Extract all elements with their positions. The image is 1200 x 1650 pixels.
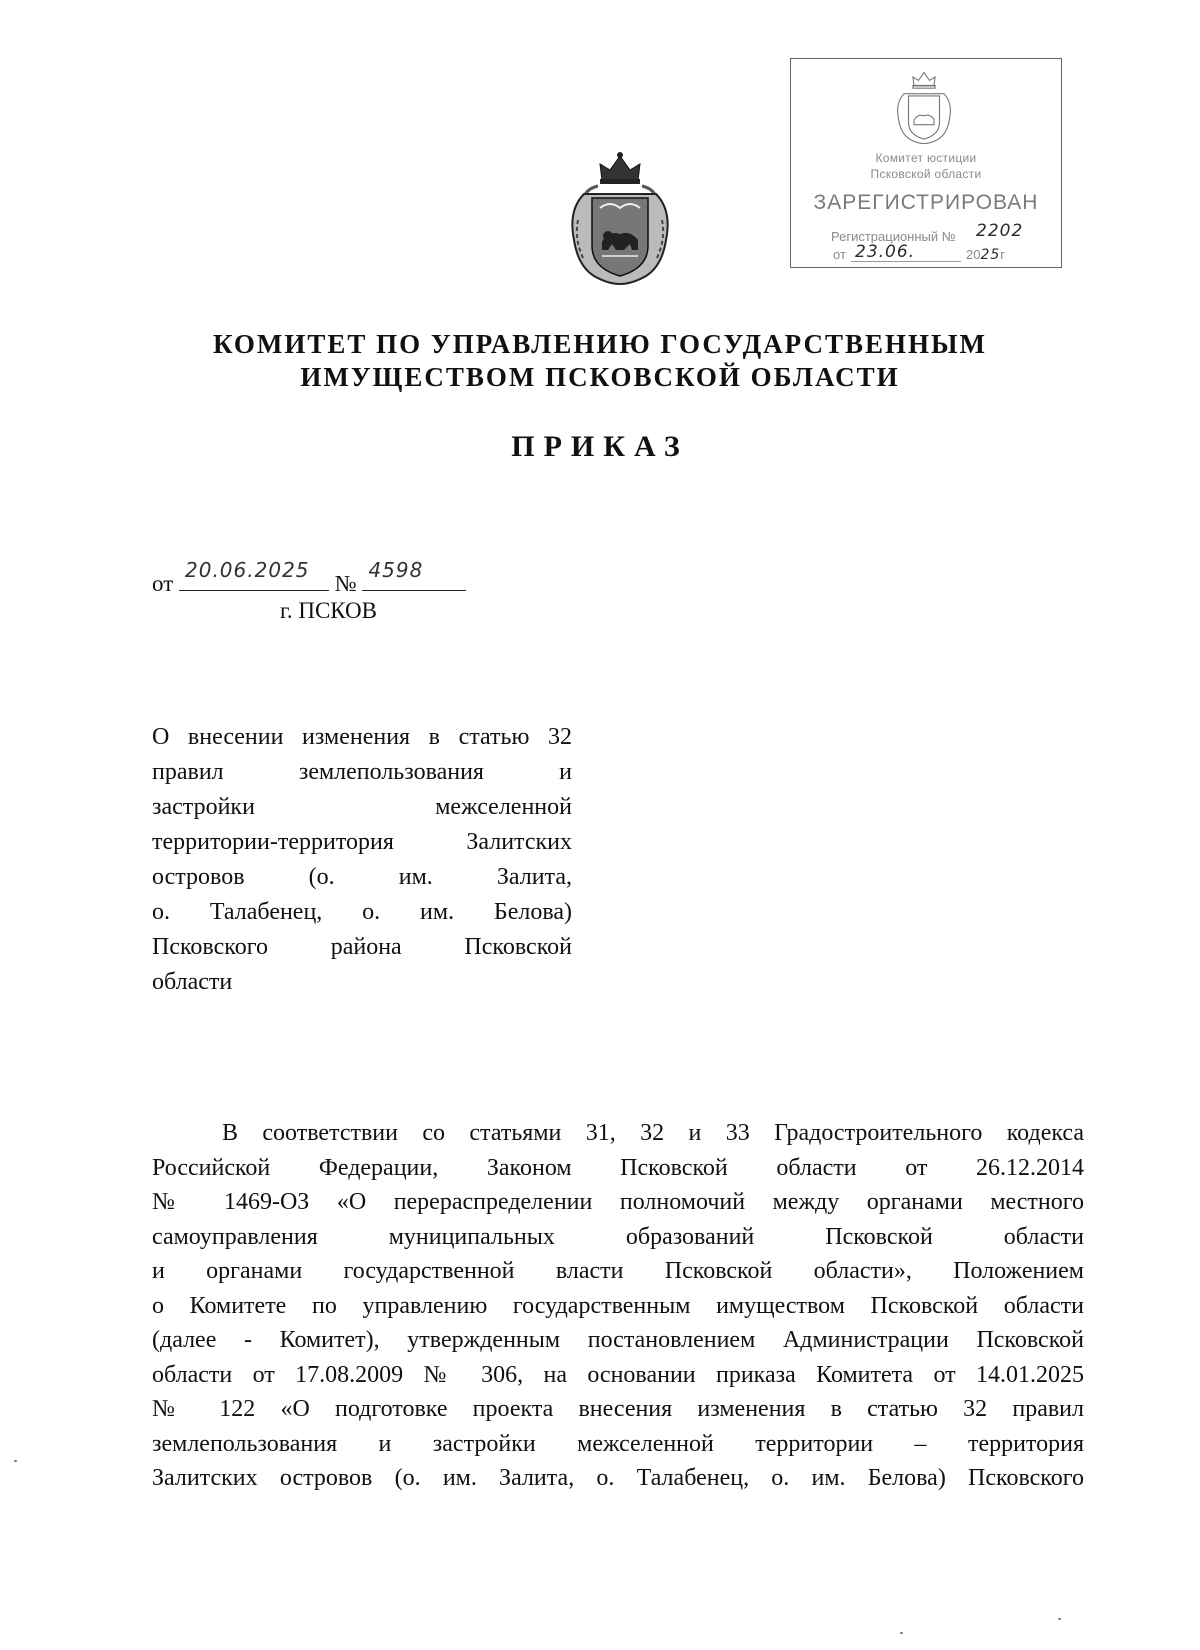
registration-stamp: [790, 58, 1062, 268]
subject-line: Псковского района Псковской: [152, 934, 572, 960]
subject-line: островов (о. им. Залита,: [152, 864, 572, 890]
organization-title-line1: КОМИТЕТ ПО УПРАВЛЕНИЮ ГОСУДАРСТВЕННЫМ: [212, 329, 988, 359]
body-line: Российской Федерации, Законом Псковской области от 26.12.2014: [152, 1154, 1084, 1181]
scan-speck: [1058, 1618, 1061, 1620]
stamp-year-suffix: г: [1000, 247, 1006, 262]
body-line: области от 17.08.2009 № 306, на основании приказа Комитета от 14.01.2025: [152, 1361, 1084, 1388]
order-number-value: 4598: [368, 558, 424, 582]
stamp-date-row: [833, 242, 1006, 263]
stamp-reg-label: Регистрационный №: [831, 229, 956, 244]
order-date-prefix: от: [152, 571, 174, 596]
document-type: ПРИКАЗ: [511, 430, 689, 463]
organization-title: [0, 328, 1200, 394]
stamp-year-prefix: 20: [966, 247, 981, 262]
order-date-number: [152, 558, 466, 597]
order-date-value: 20.06.2025: [185, 558, 310, 582]
stamp-year-value: 25: [980, 247, 1001, 263]
body-line: о Комитете по управлению государственным имуществом Псковской области: [152, 1292, 1084, 1319]
subject-line: О внесении изменения в статью 32: [152, 724, 572, 750]
body-line: самоуправления муниципальных образований Псковской области: [152, 1223, 1084, 1250]
subject-line: правил землепользования и: [152, 759, 572, 785]
body-line: Залитских островов (о. им. Залита, о. Талабенец, о. им. Белова) Псковского: [152, 1465, 1084, 1491]
order-date-field: [179, 558, 329, 591]
stamp-date-prefix: от: [833, 247, 846, 262]
order-subject: [152, 720, 572, 1000]
body-line: В соответствии со статьями 31, 32 и 33 Градостроительного кодекса: [222, 1120, 1084, 1146]
stamp-date-value: 23.06.: [855, 242, 916, 262]
pskov-coat-of-arms-icon: [564, 150, 676, 286]
body-line: землепользования и застройки межселенной территории – территория: [152, 1430, 1084, 1457]
organization-title-line2: ИМУЩЕСТВОМ ПСКОВСКОЙ ОБЛАСТИ: [300, 362, 900, 392]
order-body: [152, 1116, 1084, 1496]
stamp-status: ЗАРЕГИСТРИРОВАН: [813, 191, 1039, 214]
scan-speck: [900, 1632, 903, 1634]
body-line: № 122 «О подготовке проекта внесения изменения в статью 32 правил: [152, 1396, 1084, 1422]
order-city: г. ПСКОВ: [280, 598, 378, 623]
subject-line: области: [152, 969, 233, 995]
order-number-field: [362, 558, 466, 591]
subject-line: застройки межселенной: [152, 794, 572, 820]
pskov-coat-of-arms-icon: [893, 67, 955, 147]
order-number-prefix: №: [334, 571, 357, 596]
stamp-org-line2: Псковской области: [870, 167, 982, 181]
body-line: (далее - Комитет), утвержденным постановлением Администрации Псковской: [152, 1327, 1084, 1353]
subject-line: о. Талабенец, о. им. Белова): [152, 899, 572, 925]
body-line: и органами государственной власти Псковской области», Положением: [152, 1258, 1084, 1284]
body-line: № 1469-ОЗ «О перераспределении полномочий между органами местного: [152, 1189, 1084, 1215]
scan-speck: [14, 1460, 17, 1462]
subject-line: территории-территория Залитских: [152, 829, 572, 855]
stamp-year: [966, 247, 1005, 263]
stamp-reg-number: 2202: [976, 221, 1024, 241]
stamp-org-line1: Комитет юстиции: [875, 151, 977, 165]
